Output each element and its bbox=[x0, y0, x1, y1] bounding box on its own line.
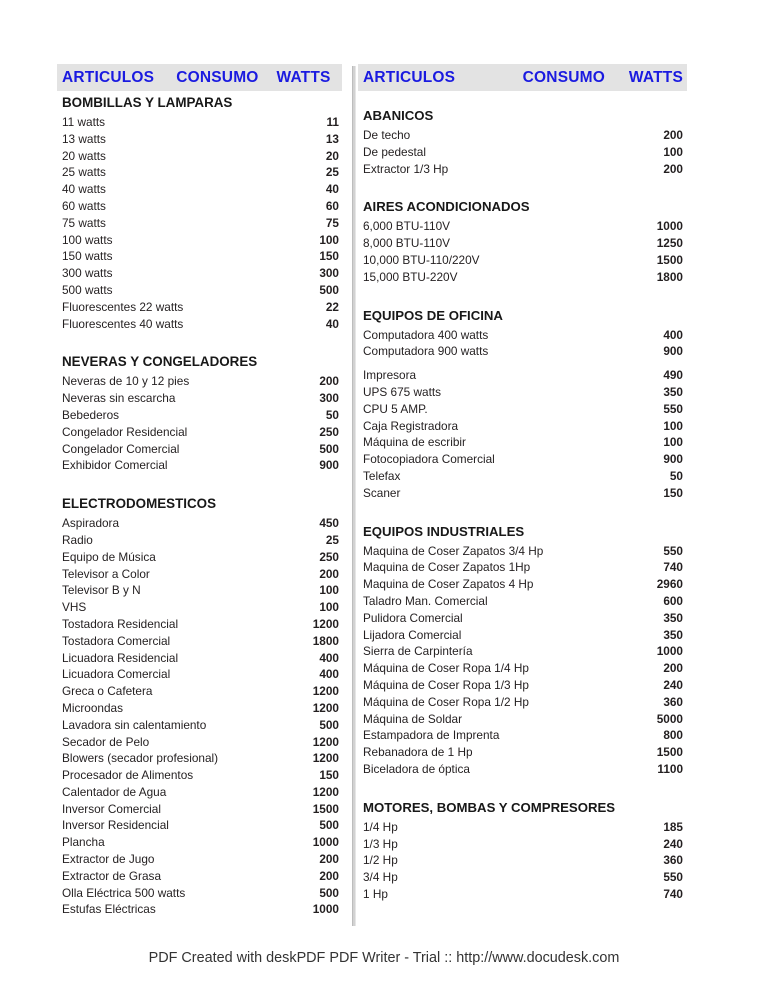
header-consumo: CONSUMO bbox=[522, 68, 605, 86]
item-watts: 11 bbox=[326, 115, 339, 129]
item-name: 1/4 Hp bbox=[363, 819, 398, 834]
item-name: CPU 5 AMP. bbox=[363, 401, 428, 416]
item-watts: 200 bbox=[319, 852, 339, 867]
table-row bbox=[358, 161, 687, 178]
table-row bbox=[358, 660, 687, 677]
table-row bbox=[358, 401, 687, 418]
table-row bbox=[358, 384, 687, 401]
table-row bbox=[358, 593, 687, 610]
item-name: Biceladora de óptica bbox=[363, 761, 470, 776]
table-row bbox=[57, 851, 342, 868]
item-name: Secador de Pelo bbox=[62, 734, 150, 749]
item-watts: 1000 bbox=[656, 219, 683, 234]
table-row bbox=[57, 633, 342, 650]
item-name: Extractor de Grasa bbox=[62, 868, 162, 883]
item-watts: 150 bbox=[663, 485, 683, 500]
item-watts: 1800 bbox=[312, 633, 339, 648]
item-watts: 400 bbox=[319, 650, 339, 665]
item-watts: 350 bbox=[663, 384, 683, 399]
item-name: Lavadora sin calentamiento bbox=[62, 717, 207, 732]
section-title: MOTORES, BOMBAS Y COMPRESORES bbox=[363, 799, 616, 815]
item-name: Maquina de Coser Zapatos 3/4 Hp bbox=[363, 543, 544, 558]
table-row bbox=[57, 801, 342, 818]
header-consumo: CONSUMO bbox=[176, 68, 259, 86]
item-name: Equipo de Música bbox=[62, 549, 156, 564]
item-name: Sierra de Carpintería bbox=[363, 644, 473, 659]
item-name: Blowers (secador profesional) bbox=[62, 751, 219, 766]
item-name: Licuadora Residencial bbox=[62, 650, 179, 665]
item-watts: 1250 bbox=[656, 236, 683, 251]
table-row bbox=[57, 717, 342, 734]
table-row bbox=[358, 485, 687, 502]
table-row bbox=[358, 218, 687, 235]
section-title: ABANICOS bbox=[363, 108, 434, 123]
item-name: Tostadora Comercial bbox=[62, 633, 171, 648]
table-row bbox=[358, 252, 687, 269]
table-row bbox=[57, 767, 342, 784]
item-name: 20 watts bbox=[62, 148, 106, 163]
item-name: Rebanadora de 1 Hp bbox=[363, 745, 473, 760]
table-row bbox=[358, 627, 687, 644]
item-watts: 150 bbox=[319, 768, 339, 783]
item-watts: 550 bbox=[663, 401, 683, 416]
section-title: EQUIPOS INDUSTRIALES bbox=[363, 523, 525, 539]
item-watts: 900 bbox=[663, 452, 683, 467]
item-name: 25 watts bbox=[62, 165, 106, 180]
item-watts: 360 bbox=[663, 853, 683, 868]
item-watts: 1200 bbox=[312, 784, 339, 799]
item-name: Exhibidor Comercial bbox=[62, 458, 168, 473]
table-row bbox=[57, 316, 342, 333]
table-row bbox=[358, 761, 687, 778]
item-watts: 1200 bbox=[312, 734, 339, 749]
item-name: 6,000 BTU-110V bbox=[363, 219, 450, 234]
item-watts: 1200 bbox=[312, 751, 339, 766]
item-watts: 500 bbox=[319, 441, 339, 456]
item-name: 13 watts bbox=[62, 131, 106, 146]
item-watts: 200 bbox=[319, 868, 339, 883]
item-watts: 100 bbox=[663, 418, 683, 433]
table-row bbox=[57, 215, 342, 232]
item-watts: 400 bbox=[319, 667, 339, 682]
item-watts: 1500 bbox=[312, 801, 339, 816]
table-row bbox=[57, 901, 342, 918]
table-row bbox=[358, 269, 687, 286]
item-watts: 20 bbox=[325, 148, 339, 163]
table-row bbox=[358, 576, 687, 593]
table-row bbox=[57, 683, 342, 700]
item-watts: 50 bbox=[669, 468, 683, 483]
table-row bbox=[57, 599, 342, 616]
table-row bbox=[57, 441, 342, 458]
section-spacer bbox=[358, 502, 687, 521]
item-watts: 50 bbox=[325, 407, 339, 422]
item-name: De techo bbox=[363, 128, 411, 142]
item-name: Calentador de Agua bbox=[62, 784, 167, 799]
table-row bbox=[358, 727, 687, 744]
item-watts: 200 bbox=[319, 566, 339, 581]
table-row bbox=[358, 543, 687, 560]
item-watts: 250 bbox=[319, 424, 339, 439]
table-row bbox=[358, 643, 687, 660]
table-row bbox=[57, 650, 342, 667]
section-spacer bbox=[57, 332, 342, 351]
item-watts: 740 bbox=[663, 560, 683, 575]
table-row bbox=[358, 327, 687, 344]
table-row bbox=[358, 559, 687, 576]
table-row bbox=[57, 232, 342, 249]
column-divider bbox=[352, 66, 356, 926]
item-name: Inversor Comercial bbox=[62, 801, 161, 816]
table-row bbox=[57, 114, 342, 131]
item-name: UPS 675 watts bbox=[363, 384, 442, 399]
table-row bbox=[57, 817, 342, 834]
table-row bbox=[57, 373, 342, 390]
item-name: Pulidora Comercial bbox=[363, 610, 463, 625]
item-name: Greca o Cafetera bbox=[62, 684, 153, 699]
left-column bbox=[57, 64, 342, 918]
item-watts: 25 bbox=[325, 165, 339, 180]
table-row bbox=[57, 549, 342, 566]
table-row bbox=[57, 868, 342, 885]
table-row bbox=[57, 424, 342, 441]
table-row bbox=[57, 181, 342, 198]
item-name: Estampadora de Imprenta bbox=[363, 728, 500, 743]
item-name: Licuadora Comercial bbox=[62, 667, 171, 682]
table-row bbox=[57, 734, 342, 751]
item-watts: 75 bbox=[325, 215, 339, 230]
left-column-body bbox=[57, 92, 342, 918]
item-name: Lijadora Comercial bbox=[363, 627, 462, 642]
item-name: 300 watts bbox=[62, 266, 113, 281]
item-name: Bebederos bbox=[62, 407, 120, 422]
table-row bbox=[57, 248, 342, 265]
item-name: Radio bbox=[62, 532, 93, 547]
item-watts: 1200 bbox=[312, 700, 339, 715]
section-spacer bbox=[358, 778, 687, 797]
item-name: Congelador Residencial bbox=[62, 424, 188, 439]
item-watts: 300 bbox=[319, 266, 339, 281]
item-watts: 400 bbox=[663, 327, 683, 342]
item-name: 1 Hp bbox=[363, 886, 388, 901]
table-row bbox=[57, 299, 342, 316]
item-name: 1/2 Hp bbox=[363, 853, 398, 868]
table-row bbox=[57, 148, 342, 165]
table-row bbox=[358, 886, 687, 903]
item-watts: 1500 bbox=[656, 252, 683, 267]
item-name: VHS bbox=[62, 600, 87, 615]
item-watts: 350 bbox=[663, 610, 683, 625]
table-row bbox=[57, 666, 342, 683]
item-watts: 200 bbox=[663, 128, 683, 142]
item-watts: 550 bbox=[663, 870, 683, 885]
item-name: 40 watts bbox=[62, 182, 106, 197]
item-name: Procesador de Alimentos bbox=[62, 768, 194, 783]
table-row bbox=[57, 566, 342, 583]
header-watts: WATTS bbox=[628, 68, 683, 86]
item-watts: 350 bbox=[663, 627, 683, 642]
table-row bbox=[358, 418, 687, 435]
item-name: 100 watts bbox=[62, 232, 113, 247]
item-watts: 200 bbox=[663, 661, 683, 676]
section-spacer bbox=[358, 177, 687, 196]
item-watts: 100 bbox=[663, 144, 683, 159]
table-row bbox=[57, 131, 342, 148]
item-watts: 60 bbox=[325, 198, 339, 213]
item-name: Extractor de Jugo bbox=[62, 852, 155, 867]
item-watts: 1100 bbox=[657, 761, 683, 776]
item-name: 11 watts bbox=[62, 115, 106, 129]
item-watts: 1500 bbox=[656, 745, 683, 760]
item-name: Computadora 900 watts bbox=[363, 344, 489, 359]
item-watts: 1000 bbox=[312, 902, 339, 917]
item-name: Máquina de Coser Ropa 1/2 Hp bbox=[363, 694, 529, 709]
table-row bbox=[358, 744, 687, 761]
item-name: 60 watts bbox=[62, 198, 106, 213]
item-name: Neveras de 10 y 12 pies bbox=[62, 374, 190, 389]
table-row bbox=[57, 616, 342, 633]
item-watts: 500 bbox=[319, 282, 339, 297]
item-name: 1/3 Hp bbox=[363, 836, 398, 851]
item-name: De pedestal bbox=[363, 144, 426, 159]
table-row bbox=[358, 468, 687, 485]
item-name: Aspiradora bbox=[62, 516, 120, 531]
item-name: Neveras sin escarcha bbox=[62, 391, 176, 406]
item-watts: 900 bbox=[319, 458, 339, 473]
item-watts: 200 bbox=[663, 161, 683, 176]
item-watts: 360 bbox=[663, 694, 683, 709]
item-watts: 1200 bbox=[312, 684, 339, 699]
item-watts: 185 bbox=[663, 819, 683, 834]
item-name: 150 watts bbox=[62, 249, 113, 264]
table-row bbox=[57, 885, 342, 902]
item-watts: 40 bbox=[325, 182, 339, 197]
table-row bbox=[57, 265, 342, 282]
item-watts: 900 bbox=[663, 344, 683, 359]
table-row bbox=[358, 144, 687, 161]
table-row bbox=[57, 532, 342, 549]
section-title: EQUIPOS DE OFICINA bbox=[363, 307, 503, 323]
item-name: Olla Eléctrica 500 watts bbox=[62, 885, 186, 900]
section-spacer bbox=[358, 92, 687, 105]
item-name: Maquina de Coser Zapatos 4 Hp bbox=[363, 577, 534, 592]
item-name: Fotocopiadora Comercial bbox=[363, 452, 495, 467]
item-watts: 1800 bbox=[656, 269, 683, 284]
table-row bbox=[57, 407, 342, 424]
table-row bbox=[358, 235, 687, 252]
item-watts: 800 bbox=[663, 728, 683, 743]
table-row bbox=[358, 819, 687, 836]
item-watts: 250 bbox=[319, 549, 339, 564]
item-name: Estufas Eléctricas bbox=[62, 902, 156, 917]
item-watts: 200 bbox=[319, 374, 339, 389]
item-name: Computadora 400 watts bbox=[363, 327, 489, 342]
right-column bbox=[358, 64, 687, 903]
item-name: Telefax bbox=[363, 468, 401, 483]
item-watts: 22 bbox=[325, 299, 339, 314]
item-name: Impresora bbox=[363, 368, 417, 383]
table-row bbox=[57, 784, 342, 801]
item-name: 15,000 BTU-220V bbox=[363, 269, 458, 284]
section-title: BOMBILLAS Y LAMPARAS bbox=[62, 95, 233, 110]
item-watts: 100 bbox=[663, 435, 683, 450]
item-name: Televisor B y N bbox=[62, 583, 141, 598]
item-watts: 13 bbox=[325, 131, 339, 146]
table-row bbox=[358, 694, 687, 711]
item-name: Maquina de Coser Zapatos 1Hp bbox=[363, 560, 531, 575]
item-watts: 40 bbox=[325, 316, 339, 331]
table-row bbox=[57, 582, 342, 599]
table-row bbox=[57, 282, 342, 299]
item-name: Extractor 1/3 Hp bbox=[363, 161, 449, 176]
table-row bbox=[57, 457, 342, 474]
item-name: Taladro Man. Comercial bbox=[363, 593, 488, 608]
item-watts: 100 bbox=[319, 232, 339, 247]
table-row bbox=[358, 343, 687, 360]
section-title: NEVERAS Y CONGELADORES bbox=[62, 354, 258, 370]
item-name: 500 watts bbox=[62, 282, 113, 297]
right-column-body bbox=[358, 92, 687, 903]
pdf-footer-notice: PDF Created with deskPDF PDF Writer - Trial :: http://www.docudesk.com bbox=[148, 950, 620, 966]
table-row bbox=[57, 700, 342, 717]
table-row bbox=[57, 164, 342, 181]
table-row bbox=[358, 451, 687, 468]
item-name: Máquina de Coser Ropa 1/3 Hp bbox=[363, 677, 529, 692]
item-watts: 1000 bbox=[656, 644, 683, 659]
item-watts: 500 bbox=[319, 885, 339, 900]
item-watts: 300 bbox=[319, 391, 339, 406]
table-row bbox=[57, 834, 342, 851]
table-row bbox=[57, 750, 342, 767]
item-name: 8,000 BTU-110V bbox=[363, 236, 450, 251]
item-name: Inversor Residencial bbox=[62, 818, 169, 833]
table-row bbox=[358, 711, 687, 728]
item-name: 75 watts bbox=[62, 215, 106, 230]
item-watts: 240 bbox=[663, 836, 683, 851]
item-watts: 550 bbox=[663, 543, 683, 558]
item-watts: 490 bbox=[663, 368, 683, 383]
table-row bbox=[57, 198, 342, 215]
item-name: Máquina de Soldar bbox=[363, 711, 463, 726]
item-name: Caja Registradora bbox=[363, 418, 459, 433]
item-name: Congelador Comercial bbox=[62, 441, 180, 456]
item-watts: 500 bbox=[319, 717, 339, 732]
section-spacer bbox=[57, 474, 342, 493]
item-name: Microondas bbox=[62, 700, 123, 715]
item-name: Tostadora Residencial bbox=[62, 616, 179, 631]
right-column-header-row bbox=[358, 64, 687, 91]
header-articulos: ARTICULOS bbox=[62, 68, 155, 86]
table-row bbox=[358, 610, 687, 627]
table-row bbox=[358, 434, 687, 451]
item-name: Plancha bbox=[62, 835, 105, 850]
item-name: Fluorescentes 40 watts bbox=[62, 316, 184, 331]
section-title: ELECTRODOMESTICOS bbox=[62, 496, 216, 512]
header-watts: WATTS bbox=[276, 68, 331, 86]
table-row bbox=[358, 836, 687, 853]
left-column-header-row bbox=[57, 64, 342, 91]
item-watts: 100 bbox=[319, 600, 339, 615]
item-name: 10,000 BTU-110/220V bbox=[363, 252, 480, 267]
item-watts: 240 bbox=[663, 677, 683, 692]
table-row bbox=[358, 852, 687, 869]
item-watts: 150 bbox=[319, 249, 339, 264]
table-row bbox=[358, 869, 687, 886]
item-watts: 25 bbox=[325, 532, 339, 547]
table-row bbox=[358, 677, 687, 694]
item-name: 3/4 Hp bbox=[363, 870, 398, 885]
item-watts: 450 bbox=[319, 516, 339, 531]
item-watts: 100 bbox=[319, 583, 339, 598]
table-row bbox=[57, 515, 342, 532]
item-name: Máquina de escribir bbox=[363, 435, 466, 450]
item-name: Máquina de Coser Ropa 1/4 Hp bbox=[363, 661, 529, 676]
item-name: Televisor a Color bbox=[62, 566, 150, 581]
section-spacer bbox=[358, 286, 687, 305]
item-watts: 1200 bbox=[312, 616, 339, 631]
item-name: Fluorescentes 22 watts bbox=[62, 299, 184, 314]
table-row bbox=[57, 390, 342, 407]
item-watts: 600 bbox=[663, 593, 683, 608]
section-title: AIRES ACONDICIONADOS bbox=[363, 199, 530, 215]
table-row bbox=[358, 127, 687, 144]
item-watts: 740 bbox=[663, 886, 683, 901]
table-row bbox=[358, 367, 687, 384]
item-watts: 1000 bbox=[312, 835, 339, 850]
item-watts: 2960 bbox=[656, 577, 683, 592]
item-watts: 500 bbox=[319, 818, 339, 833]
header-articulos: ARTICULOS bbox=[363, 68, 456, 86]
item-watts: 5000 bbox=[656, 711, 683, 726]
row-spacer bbox=[358, 360, 687, 367]
item-name: Scaner bbox=[363, 485, 401, 500]
